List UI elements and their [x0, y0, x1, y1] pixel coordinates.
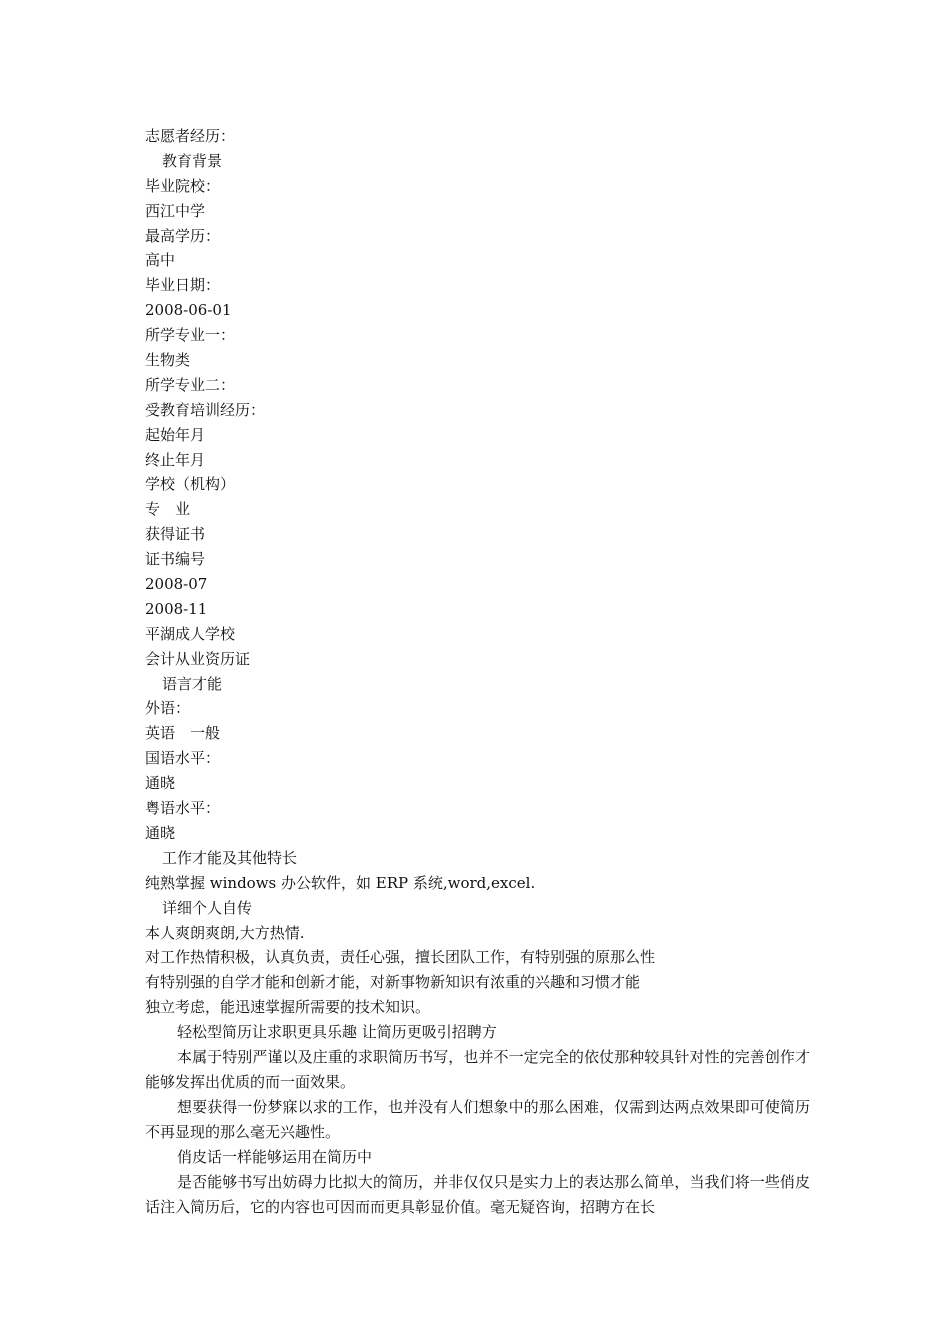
text-line: 获得证书 [145, 525, 206, 544]
text-line: 国语水平： [145, 749, 221, 768]
text-line: 志愿者经历： [145, 127, 236, 145]
text-line: 纯熟掌握 windows 办公软件，如 ERP 系统,word,excel. [145, 873, 536, 892]
text-line: 本人爽朗爽朗,大方热情. [145, 923, 305, 942]
text-line: 生物类 [145, 351, 191, 370]
document-page [145, 124, 810, 1220]
text-line: 起始年月 [145, 425, 206, 444]
article-paragraph: 想要获得一份梦寐以求的工作，也并没有人们想象中的那么困难，仅需到达两点效果即可使简历不再显现的那么毫无兴趣性。 [145, 1098, 810, 1142]
text-line: 英语 一般 [145, 724, 221, 743]
section-heading: 语言才能 [162, 674, 223, 693]
article-paragraph: 本属于特别严谨以及庄重的求职简历书写，也并不一定完全的依仗那种较具针对性的完善创作才能够发挥出优质的而一面效果。 [145, 1048, 810, 1092]
text-line: 平湖成人学校 [145, 624, 236, 643]
text-line: 毕业日期： [145, 276, 221, 295]
text-line: 高中 [145, 251, 176, 270]
text-line: 粤语水平： [145, 799, 221, 818]
text-line: 西江中学 [145, 201, 206, 220]
text-line: 受教育培训经历： [145, 400, 266, 419]
text-line: 专 业 [145, 500, 191, 519]
text-line: 学校（机构） [145, 475, 236, 494]
text-line: 所学专业二： [145, 375, 236, 394]
resume-lines [145, 124, 810, 1020]
text-line: 独立考虑，能迅速掌握所需要的技术知识。 [145, 998, 431, 1017]
text-line: 通晓 [145, 823, 176, 842]
text-line: 对工作热情积极，认真负责，责任心强，擅长团队工作，有特别强的原那么性 [145, 948, 656, 967]
article-heading: 轻松型简历让求职更具乐趣 让简历更吸引招聘方 [177, 1023, 497, 1042]
text-line: 有特别强的自学才能和创新才能，对新事物新知识有浓重的兴趣和习惯才能 [145, 973, 641, 992]
text-line: 最高学历： [145, 226, 221, 245]
section-heading: 工作才能及其他特长 [162, 848, 298, 867]
article-body [145, 1020, 810, 1220]
text-line: 2008-11 [145, 599, 208, 618]
section-heading: 详细个人自传 [162, 898, 253, 917]
text-line: 终止年月 [145, 450, 206, 469]
text-line: 外语： [145, 699, 191, 718]
section-heading: 教育背景 [162, 151, 223, 170]
article-subheading: 俏皮话一样能够运用在简历中 [177, 1148, 373, 1167]
text-line: 2008-06-01 [145, 301, 232, 320]
text-line: 证书编号 [145, 550, 206, 569]
text-line: 2008-07 [145, 575, 208, 594]
text-line: 通晓 [145, 774, 176, 793]
article-paragraph: 是否能够书写出妨碍力比拟大的简历，并非仅仅只是实力上的表达那么简单，当我们将一些俏皮话注入简历后，它的内容也可因而而更具彰显价值。毫无疑咨询，招聘方在长 [145, 1173, 810, 1217]
text-line: 会计从业资历证 [145, 649, 251, 668]
text-line: 毕业院校： [145, 176, 221, 195]
text-line: 所学专业一： [145, 326, 236, 345]
